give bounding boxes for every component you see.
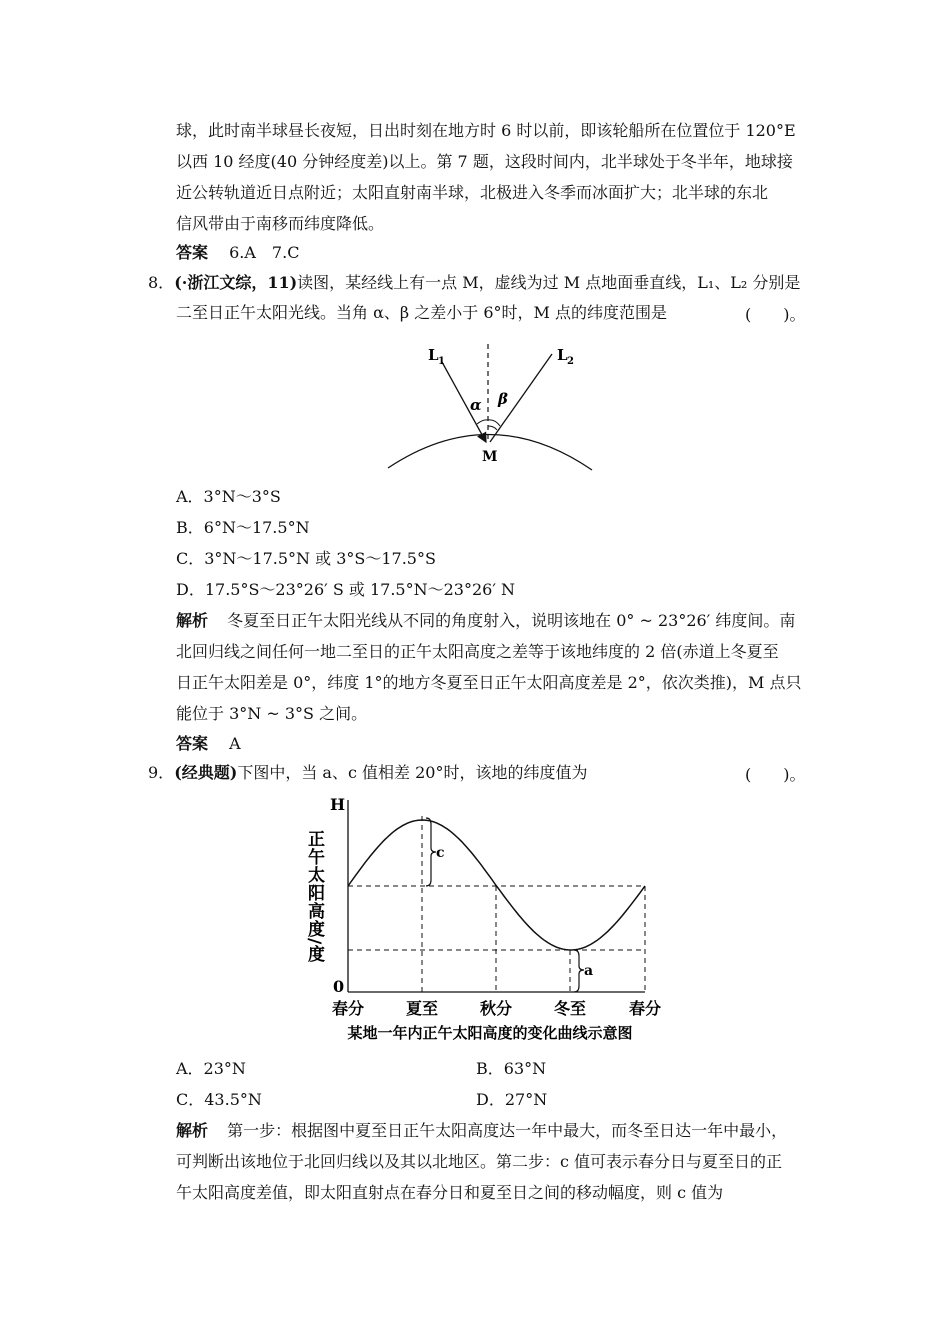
answer-value: A (229, 734, 241, 753)
answer-blank: ( )。 (745, 305, 806, 324)
brace-c (426, 818, 436, 886)
x-tick-label: 夏至 (405, 999, 439, 1018)
y-axis-top-label: H (330, 795, 346, 814)
x-tick-label: 秋分 (479, 999, 513, 1018)
series-line (348, 820, 645, 950)
analysis-label: 解析 (176, 1121, 209, 1140)
chart-title: 某地一年内正午太阳高度的变化曲线示意图 (347, 1024, 633, 1042)
answer-line (176, 242, 299, 264)
paragraph-line: 以西 10 经度(40 分钟经度差)以上。第 7 题，这段时间内，北半球处于冬半年，地球接 (176, 152, 793, 171)
x-tick-label: 春分 (331, 999, 365, 1018)
q8-figure (380, 340, 610, 475)
paragraph-line: 近公转轨道近日点附近；太阳直射南半球，北极进入冬季而冰面扩大；北半球的东北 (176, 183, 769, 202)
analysis-line: 北回归线之间任何一地二至日的正午太阳高度之差等于该地纬度的 2 倍(赤道上冬夏至 (176, 642, 779, 661)
y-origin-label: 0 (333, 977, 345, 996)
label-alpha: α (470, 396, 482, 414)
option-d: D．27°N (476, 1090, 548, 1109)
label-l1-sub: 1 (438, 356, 445, 367)
analysis-text: 冬夏至日正午太阳光线从不同的角度射入，说明该地在 0° ~ 23°26′ 纬度间。南 (227, 611, 796, 630)
option-c: C．3°N～17.5°N 或 3°S～17.5°S (176, 549, 436, 568)
answer-label: 答案 (176, 734, 209, 753)
label-m: M (482, 449, 498, 465)
label-l2-sub: 2 (567, 356, 574, 367)
analysis-line: 午太阳高度差值，即太阳直射点在春分日和夏至日之间的移动幅度，则 c 值为 (176, 1183, 724, 1202)
label-l1: L (428, 346, 439, 364)
label-l2: L (557, 346, 568, 364)
option-a: A．23°N (176, 1059, 246, 1078)
angle-arc-beta (488, 420, 500, 426)
answer-blank: ( )。 (745, 765, 806, 784)
label-beta: β (498, 390, 508, 408)
analysis-line (176, 1120, 787, 1142)
question-9-stem (148, 762, 587, 784)
question-8-stem (148, 272, 800, 294)
analysis-line: 可判断出该地位于北回归线以及其以北地区。第二步：c 值可表示春分日与夏至日的正 (176, 1152, 783, 1171)
x-tick-label: 春分 (628, 999, 662, 1018)
brace-a (574, 950, 584, 992)
annotation-a: a (584, 963, 594, 979)
question-stem-text: 下图中，当 a、c 值相差 20°时，该地的纬度值为 (237, 763, 588, 782)
analysis-line: 能位于 3°N ~ 3°S 之间。 (176, 704, 368, 723)
question-8-stem-line2: 二至日正午太阳光线。当角 α、β 之差小于 6°时，M 点的纬度范围是 (176, 303, 667, 322)
angle-arc-alpha (477, 420, 488, 424)
analysis-label: 解析 (176, 611, 209, 630)
x-tick-label: 冬至 (553, 999, 587, 1018)
question-source: (·浙江文综，11) (174, 273, 298, 292)
option-a: A．3°N～3°S (176, 487, 281, 506)
option-b: B．63°N (476, 1059, 547, 1078)
option-c: C．43.5°N (176, 1090, 262, 1109)
option-d: D．17.5°S～23°26′ S 或 17.5°N～23°26′ N (176, 580, 516, 599)
paragraph-line: 球，此时南半球昼长夜短，日出时刻在地方时 6 时以前，即该轮船所在位置位于 120°E (176, 121, 796, 140)
analysis-line (176, 610, 795, 632)
annotation-c: c (436, 845, 445, 861)
answer-value: 6.A 7.C (229, 243, 300, 262)
question-number: 9． (148, 763, 175, 782)
analysis-text: 第一步：根据图中夏至日正午太阳高度达一年中最大，而冬至日达一年中最小， (227, 1121, 788, 1140)
question-source: (经典题) (174, 763, 238, 782)
question-number: 8． (148, 273, 175, 292)
paragraph-line: 信风带由于南移而纬度降低。 (176, 214, 385, 233)
y-axis-label: 正午太阳高度/度 (304, 830, 324, 964)
analysis-line: 日正午太阳差是 0°，纬度 1°的地方冬夏至日正午太阳高度差是 2°，依次类推)，M 点只 (176, 673, 802, 692)
answer-line (176, 733, 241, 755)
answer-label: 答案 (176, 243, 209, 262)
option-b: B．6°N～17.5°N (176, 518, 310, 537)
question-stem-text: 读图，某经线上有一点 M，虚线为过 M 点地面垂直线，L₁、L₂ 分别是 (297, 273, 801, 292)
q9-chart (300, 790, 680, 1050)
